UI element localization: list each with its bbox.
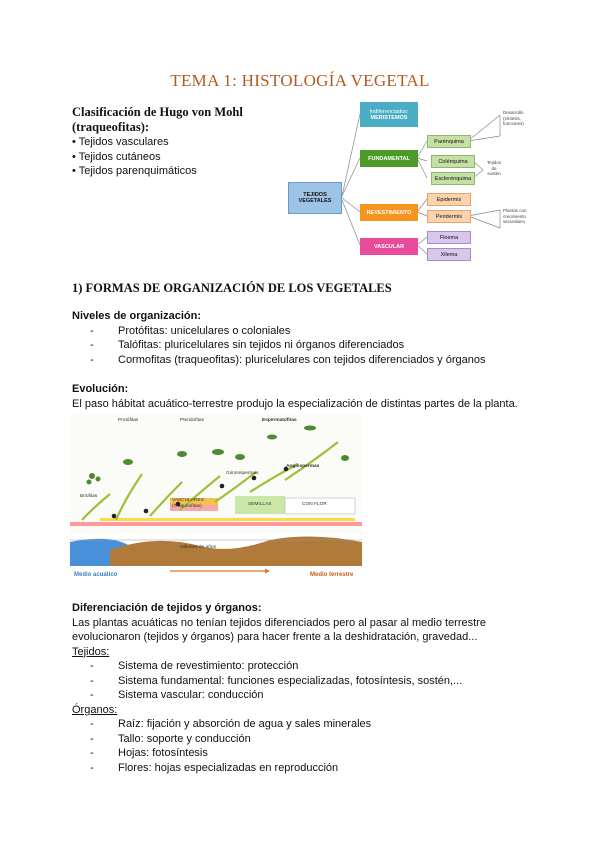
node-indif-line2: MERISTEMOS bbox=[370, 114, 408, 121]
node-revestimiento: REVESTIMIENTO bbox=[360, 204, 418, 221]
organos-list bbox=[72, 717, 592, 775]
node-epidermis: Epidermis bbox=[427, 193, 471, 206]
node-floema: Floema bbox=[427, 231, 471, 244]
page-title: TEMA 1: HISTOLOGÍA VEGETAL bbox=[170, 71, 430, 90]
organos-item: - Flores: hojas especializadas en reproducción bbox=[72, 761, 592, 776]
node-peridermis: Peridermis bbox=[427, 210, 471, 223]
evo-medio-acuatico: Medio acuático bbox=[74, 572, 118, 578]
niveles-heading: Niveles de organización: bbox=[72, 310, 201, 322]
mohl-item: • Tejidos vasculares bbox=[72, 136, 169, 148]
niveles-item: - Talófitas: pluricelulares sin tejidos ni órganos diferenciados bbox=[72, 338, 572, 353]
tejidos-item: - Sistema de revestimiento: protección bbox=[72, 659, 592, 674]
evolution-illustration bbox=[70, 414, 362, 582]
node-fundamental: FUNDAMENTAL bbox=[360, 150, 418, 167]
niveles-list bbox=[72, 324, 572, 368]
node-indif-line1: Indiferenciados: bbox=[369, 108, 409, 115]
diferenciacion-heading: Diferenciación de tejidos y órganos: bbox=[72, 602, 262, 614]
evo-label-espermatofitas: Espermatofitas bbox=[262, 418, 297, 423]
diferenciacion-block bbox=[72, 601, 592, 775]
node-parenquima: Parénquima bbox=[427, 135, 471, 148]
tissue-diagram bbox=[285, 98, 545, 263]
note-sosten: Tejidos de sostén bbox=[487, 160, 502, 176]
evo-label-vasculares: VASCULARES (Traqueofitas) bbox=[172, 498, 204, 509]
mohl-item: • Tejidos cutáneos bbox=[72, 150, 161, 163]
tejidos-list bbox=[72, 659, 592, 703]
mohl-block bbox=[72, 105, 272, 179]
node-esclerenquima: Esclerénquima bbox=[431, 172, 475, 185]
evolution-figure bbox=[70, 414, 362, 582]
node-xilema: Xilema bbox=[427, 248, 471, 261]
note-crecimiento: Plantas con crecimiento secundario bbox=[503, 208, 527, 224]
evolucion-text: El paso hábitat acuático-terrestre produjo la especialización de distintas partes de la planta. bbox=[72, 397, 518, 410]
node-tejidos-vegetales: TEJIDOS VEGETALES bbox=[288, 182, 342, 214]
evo-medio-terrestre: Medio terrestre bbox=[310, 572, 354, 578]
evo-label-briofitas: Briofitas bbox=[80, 494, 98, 499]
mohl-list bbox=[72, 135, 272, 179]
diferenciacion-text-2: evolucionaron (tejidos y órganos) para hacer frente a la deshidratación, gravedad... bbox=[72, 631, 478, 643]
organos-item: - Raíz: fijación y absorción de agua y sales minerales bbox=[72, 717, 592, 732]
niveles-item: - Protófitas: unicelulares o coloniales bbox=[72, 324, 572, 339]
evo-label-protofitas: Protófitas bbox=[118, 418, 139, 423]
evo-label-angiospermas: Angiospermas bbox=[286, 464, 320, 469]
evo-label-gimnospermas: Gimnospermas bbox=[226, 471, 259, 476]
note-desarrollo: Desarrollo (síntesis, funciones) bbox=[503, 110, 524, 126]
tejidos-label: Tejidos: bbox=[72, 645, 110, 658]
evolucion-block bbox=[72, 382, 592, 411]
diferenciacion-text-1: Las plantas acuáticas no tenían tejidos diferenciados pero al pasar al medio terrestre bbox=[72, 616, 486, 629]
niveles-block bbox=[72, 309, 572, 367]
node-colenquima: Colénquima bbox=[431, 155, 475, 168]
node-vascular: VASCULAR bbox=[360, 238, 418, 255]
organos-item: - Tallo: soporte y conducción bbox=[72, 732, 592, 747]
niveles-item: - Cormofitas (traqueofitas): pluricelulares con tejidos diferenciados y órganos bbox=[72, 353, 572, 368]
evo-label-con-flor: CON FLOR bbox=[302, 502, 327, 507]
evo-label-semillas: SEMILLAS bbox=[248, 502, 272, 507]
organos-item: - Hojas: fotosíntesis bbox=[72, 746, 592, 761]
tejidos-item: - Sistema fundamental: funciones especializadas, fotosíntesis, sostén,... bbox=[72, 674, 592, 689]
node-indiferenciados bbox=[360, 102, 418, 127]
mohl-heading-2: (traqueofitas): bbox=[72, 120, 150, 134]
section1-heading: 1) FORMAS DE ORGANIZACIÓN DE LOS VEGETALES bbox=[72, 281, 392, 295]
evo-label-pteridofitas: Pteridofitas bbox=[180, 418, 204, 423]
mohl-heading-1: Clasificación de Hugo von Mohl bbox=[72, 105, 243, 119]
mohl-item: • Tejidos parenquimáticos bbox=[72, 165, 197, 177]
tejidos-item: - Sistema vascular: conducción bbox=[72, 688, 592, 703]
evolucion-heading: Evolución: bbox=[72, 383, 129, 395]
organos-label: Órganos: bbox=[72, 703, 118, 716]
evo-label-timeline: millones de años bbox=[180, 545, 216, 550]
